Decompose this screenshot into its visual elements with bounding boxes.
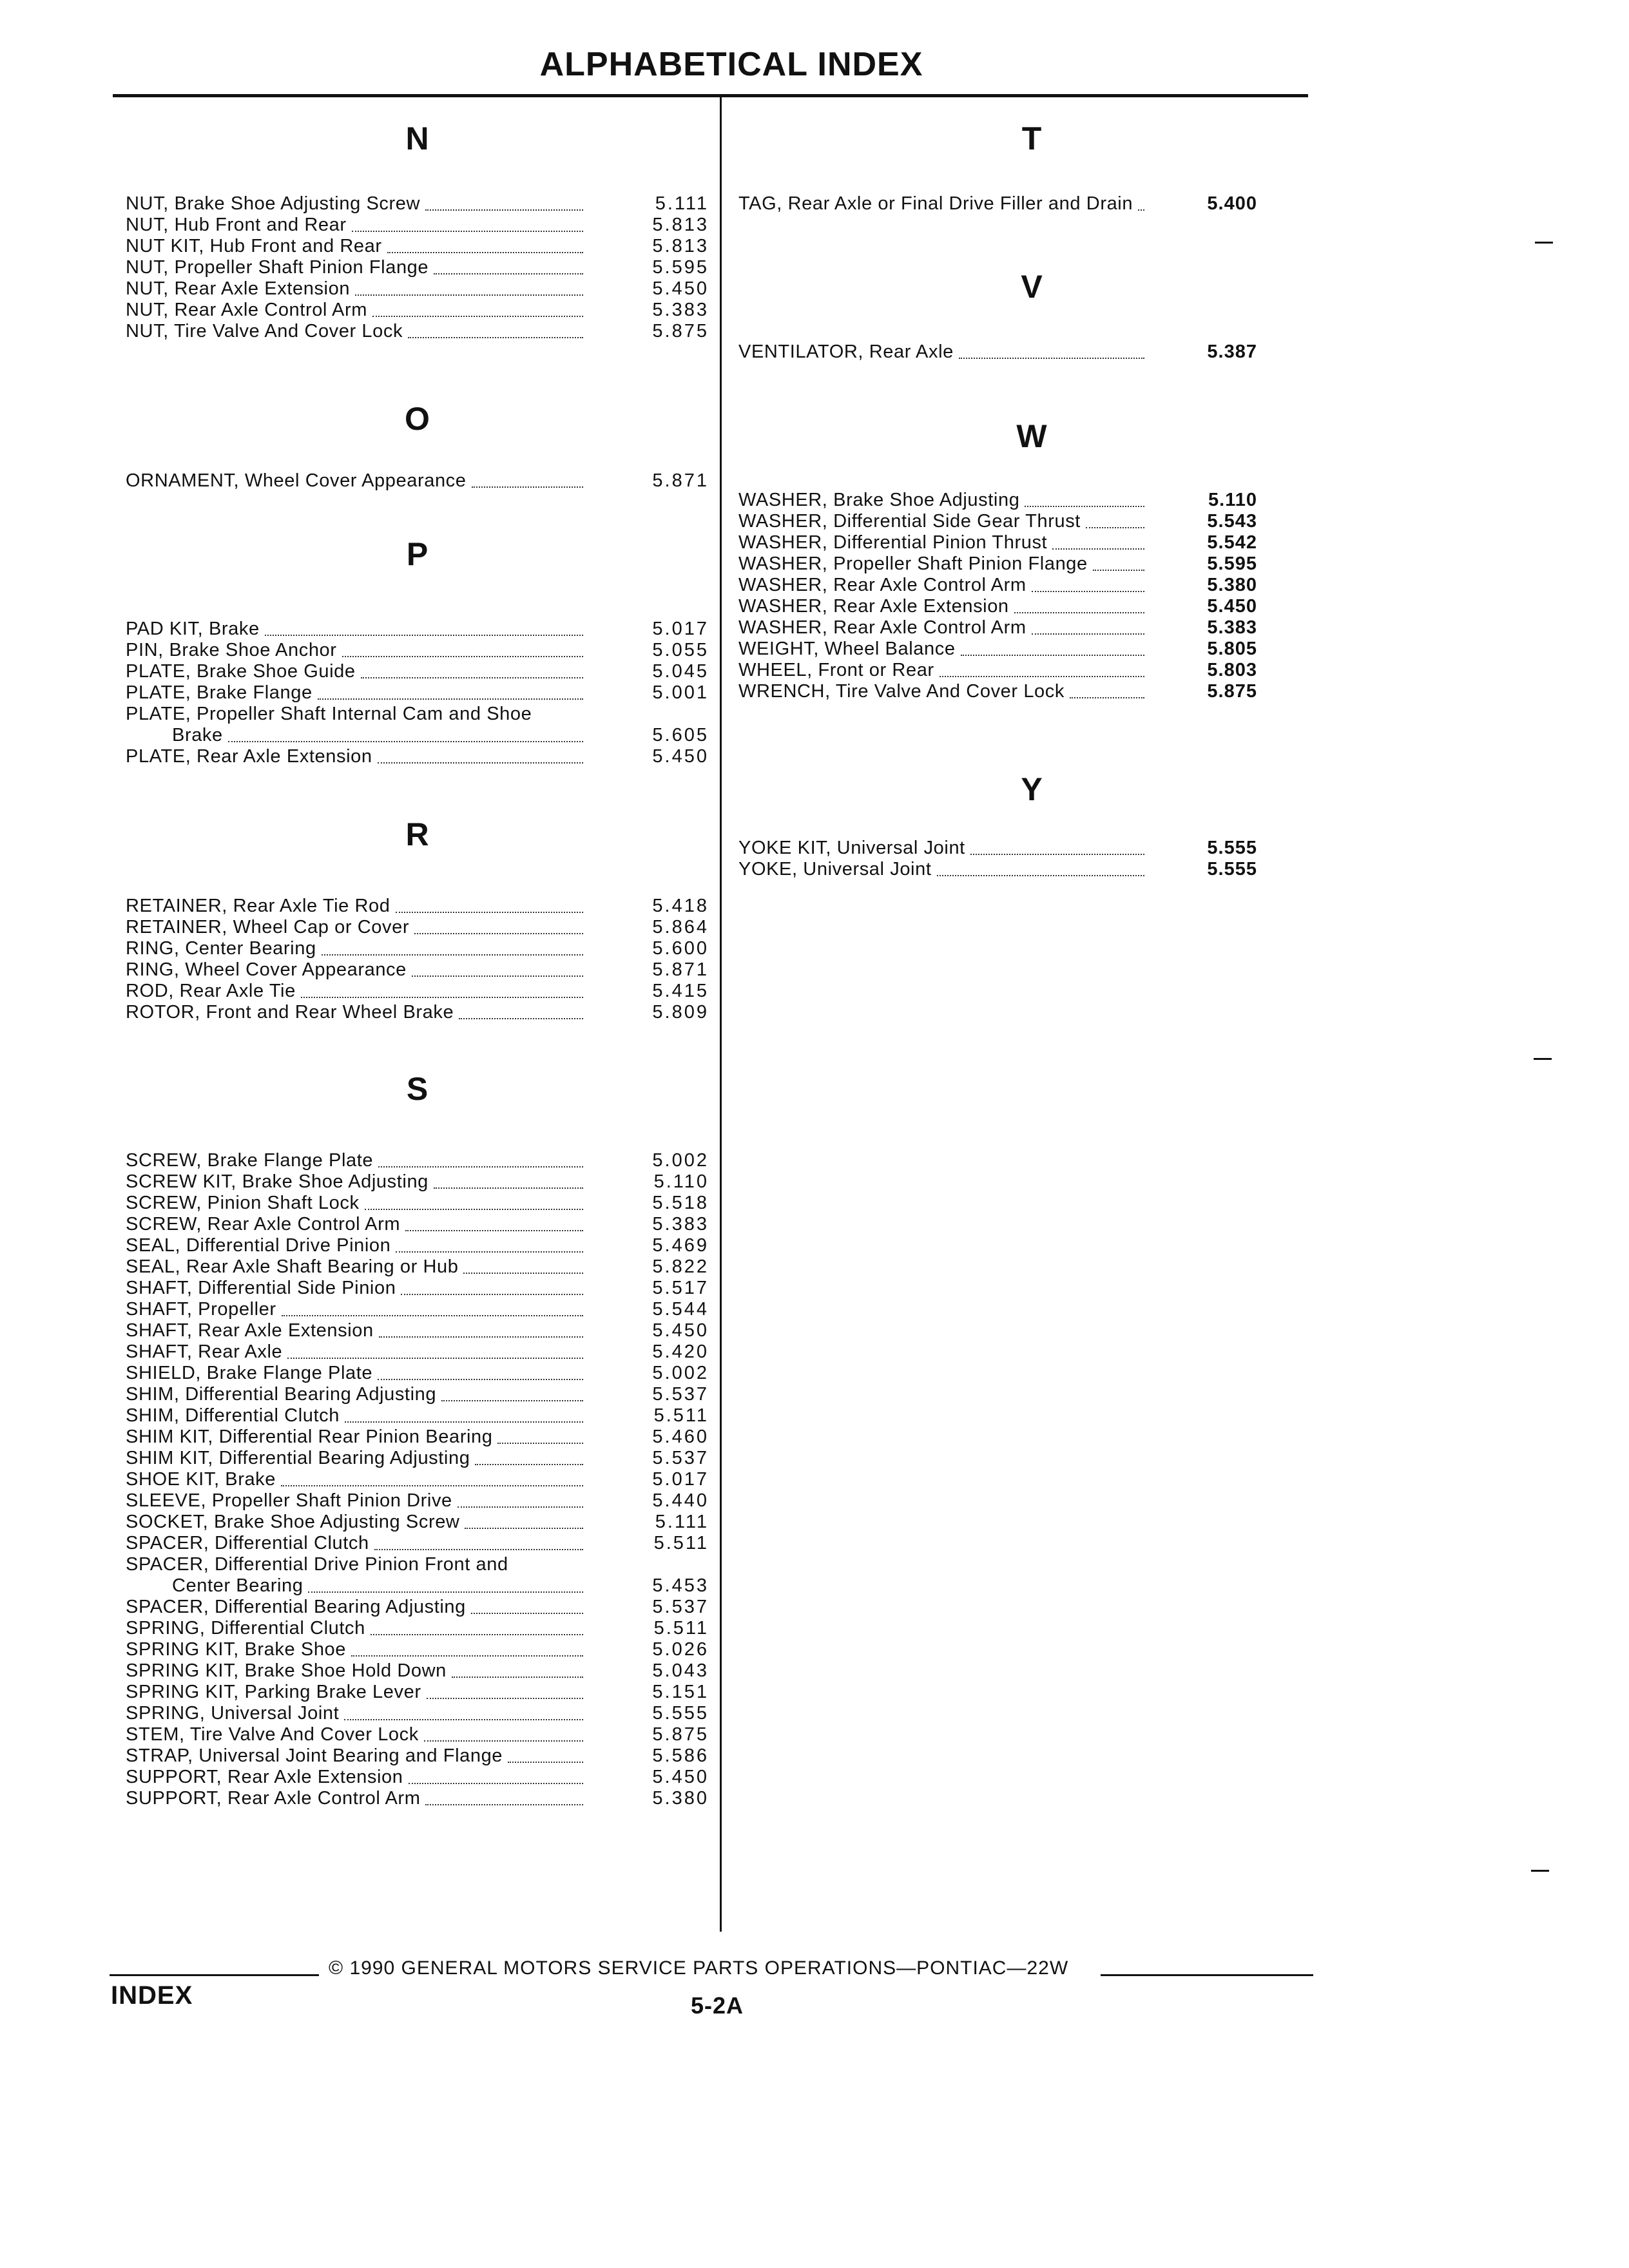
entry-page-number: 5.517: [652, 1278, 709, 1298]
index-entry: [126, 1597, 709, 1618]
entry-label: WASHER, Rear Axle Control Arm: [738, 617, 1027, 638]
entry-page-number: 5.383: [1207, 617, 1257, 638]
entry-label: SEAL, Rear Axle Shaft Bearing or Hub: [126, 1256, 459, 1277]
index-entry: [126, 470, 709, 492]
dot-leader: [1052, 548, 1144, 550]
entry-label: NUT, Tire Valve And Cover Lock: [126, 321, 403, 341]
entry-label: RETAINER, Rear Axle Tie Rod: [126, 896, 390, 916]
entry-label: RETAINER, Wheel Cap or Cover: [126, 917, 410, 937]
entry-page-number: 5.822: [652, 1256, 709, 1277]
dot-leader: [308, 1591, 583, 1593]
dot-leader: [345, 1421, 583, 1423]
footer-copyright: © 1990 GENERAL MOTORS SERVICE PARTS OPERATIONS—PONTIAC—22W: [329, 1957, 1069, 1979]
dot-leader: [374, 1549, 583, 1550]
index-entry: [126, 640, 709, 661]
entry-label-continued: Center Bearing: [172, 1575, 304, 1596]
entry-page-number: 5.875: [652, 321, 709, 341]
footer-page-number: 5-2A: [691, 1992, 744, 2019]
entry-page-number: 5.450: [652, 278, 709, 299]
entry-page-number: 5.542: [1207, 532, 1257, 553]
index-entry: [126, 193, 709, 215]
entry-label: WASHER, Brake Shoe Adjusting: [738, 490, 1020, 510]
entry-page-number: 5.586: [652, 1745, 709, 1766]
index-entry: [738, 617, 1325, 639]
index-list-w: [738, 490, 1325, 702]
dot-leader: [452, 1677, 583, 1678]
index-entry: [126, 1639, 709, 1660]
index-entry: [738, 341, 1325, 363]
index-entry: [738, 553, 1325, 575]
dot-leader: [434, 1187, 583, 1189]
dot-leader: [355, 294, 583, 296]
entry-label: YOKE KIT, Universal Joint: [738, 838, 965, 858]
dot-leader: [970, 854, 1144, 855]
dot-leader: [387, 252, 583, 253]
entry-label: WEIGHT, Wheel Balance: [738, 639, 956, 659]
entry-page-number: 5.043: [652, 1660, 709, 1681]
dot-leader: [940, 676, 1144, 677]
dot-leader: [371, 1634, 583, 1635]
index-list-n: [126, 193, 709, 342]
entry-label: SHIELD, Brake Flange Plate: [126, 1363, 373, 1383]
dot-leader: [408, 337, 583, 338]
entry-page-number: 5.875: [1207, 681, 1257, 702]
index-entry: [126, 1341, 709, 1363]
entry-label: SPRING, Differential Clutch: [126, 1618, 365, 1639]
entry-label: NUT, Brake Shoe Adjusting Screw: [126, 193, 421, 214]
entry-label: SPACER, Differential Clutch: [126, 1533, 369, 1553]
dot-leader: [425, 1804, 583, 1805]
index-entry: [126, 278, 709, 300]
dot-leader: [472, 486, 583, 488]
entry-label: SUPPORT, Rear Axle Extension: [126, 1767, 403, 1787]
entry-label: VENTILATOR, Rear Axle: [738, 341, 954, 362]
index-entry: [126, 1171, 709, 1193]
index-entry: [126, 1448, 709, 1469]
entry-page-number: 5.537: [652, 1384, 709, 1405]
dot-leader: [396, 1251, 583, 1253]
entry-page-number: 5.110: [653, 1171, 709, 1192]
entry-page-number: 5.387: [1207, 341, 1257, 362]
entry-page-number: 5.045: [652, 661, 709, 682]
index-entry: [126, 704, 709, 746]
index-entry: [126, 1767, 709, 1788]
entry-label: ROTOR, Front and Rear Wheel Brake: [126, 1002, 454, 1023]
index-entry: [126, 1320, 709, 1341]
entry-label: WASHER, Rear Axle Control Arm: [738, 575, 1027, 595]
index-entry: [126, 1002, 709, 1023]
entry-page-number: 5.418: [652, 896, 709, 916]
entry-page-number: 5.415: [652, 981, 709, 1001]
dot-leader: [441, 1400, 583, 1401]
entry-page-number: 5.002: [652, 1363, 709, 1383]
entry-label: NUT, Hub Front and Rear: [126, 215, 347, 235]
index-entry: [126, 1533, 709, 1554]
dot-leader: [1070, 697, 1144, 698]
index-entry: [126, 1235, 709, 1256]
entry-label: WASHER, Rear Axle Extension: [738, 596, 1009, 617]
index-entry: [738, 532, 1325, 553]
index-entry: [126, 746, 709, 767]
dot-leader: [318, 698, 583, 700]
entry-label: SHIM KIT, Differential Bearing Adjusting: [126, 1448, 470, 1468]
dot-leader: [427, 1698, 583, 1699]
section-letter-p: P: [406, 536, 429, 572]
entry-page-number: 5.002: [652, 1150, 709, 1171]
entry-page-number: 5.595: [652, 257, 709, 278]
entry-label: STRAP, Universal Joint Bearing and Flange: [126, 1745, 503, 1766]
index-entry: [126, 896, 709, 917]
index-entry: [126, 1299, 709, 1320]
index-list-o: [126, 470, 709, 492]
index-entry: [126, 1660, 709, 1682]
entry-label: ROD, Rear Axle Tie: [126, 981, 296, 1001]
dot-leader: [475, 1464, 583, 1465]
index-entry: [738, 490, 1325, 511]
entry-label: NUT, Rear Axle Extension: [126, 278, 351, 299]
dot-leader: [1014, 612, 1144, 613]
index-entry: [738, 838, 1325, 859]
entry-page-number: 5.450: [652, 1320, 709, 1341]
dot-leader: [351, 1655, 583, 1657]
dot-leader: [959, 358, 1144, 359]
entry-label: SHAFT, Rear Axle Extension: [126, 1320, 374, 1341]
index-entry: [738, 660, 1325, 681]
dot-leader: [287, 1358, 583, 1359]
entry-page-number: 5.813: [652, 236, 709, 256]
dot-leader: [228, 741, 583, 742]
entry-label: SCREW, Brake Flange Plate: [126, 1150, 374, 1171]
entry-label: PIN, Brake Shoe Anchor: [126, 640, 337, 660]
entry-label: SPRING, Universal Joint: [126, 1703, 340, 1724]
entry-page-number: 5.420: [652, 1341, 709, 1362]
entry-page-number: 5.605: [652, 725, 709, 745]
dot-leader: [412, 975, 583, 977]
entry-label: RING, Center Bearing: [126, 938, 316, 959]
index-entry: [126, 257, 709, 278]
dot-leader: [425, 209, 583, 211]
index-entry: [126, 619, 709, 640]
index-entry: [126, 236, 709, 257]
title-rule: [113, 94, 1308, 97]
entry-label: YOKE, Universal Joint: [738, 859, 932, 879]
index-entry: [126, 1512, 709, 1533]
index-entry: [126, 1618, 709, 1639]
section-letter-r: R: [405, 816, 429, 852]
dot-leader: [1025, 506, 1144, 507]
entry-label: SCREW KIT, Brake Shoe Adjusting: [126, 1171, 429, 1192]
entry-label: NUT, Rear Axle Control Arm: [126, 300, 367, 320]
index-entry: [738, 596, 1325, 617]
entry-label: SCREW, Pinion Shaft Lock: [126, 1193, 360, 1213]
index-entry: [126, 917, 709, 938]
entry-label: WASHER, Differential Side Gear Thrust: [738, 511, 1081, 532]
entry-label: SPRING KIT, Brake Shoe: [126, 1639, 346, 1660]
entry-page-number: 5.383: [652, 1214, 709, 1235]
entry-page-number: 5.555: [1207, 838, 1257, 858]
dot-leader: [396, 912, 583, 913]
section-letter-s: S: [406, 1071, 429, 1107]
entry-label: NUT KIT, Hub Front and Rear: [126, 236, 382, 256]
entry-label-continued: Brake: [172, 725, 223, 745]
entry-page-number: 5.544: [652, 1299, 709, 1320]
entry-label: STEM, Tire Valve And Cover Lock: [126, 1724, 419, 1745]
entry-page-number: 5.469: [652, 1235, 709, 1256]
entry-label: WASHER, Propeller Shaft Pinion Flange: [738, 553, 1088, 574]
margin-mark: [1534, 1058, 1552, 1060]
entry-label: SHIM, Differential Bearing Adjusting: [126, 1384, 437, 1405]
margin-mark: [1535, 242, 1553, 244]
entry-page-number: 5.803: [1207, 660, 1257, 680]
index-entry: [126, 1490, 709, 1512]
dot-leader: [361, 677, 583, 678]
index-entry: [126, 981, 709, 1002]
dot-leader: [424, 1740, 583, 1742]
dot-leader: [401, 1294, 583, 1295]
dot-leader: [379, 1336, 583, 1338]
entry-label: SPACER, Differential Bearing Adjusting: [126, 1597, 466, 1617]
entry-label: RING, Wheel Cover Appearance: [126, 959, 407, 980]
dot-leader: [1138, 209, 1144, 211]
index-list-t: [738, 193, 1325, 215]
dot-leader: [365, 1209, 583, 1210]
index-entry: [126, 1405, 709, 1427]
entry-label: NUT, Propeller Shaft Pinion Flange: [126, 257, 429, 278]
index-entry: [126, 321, 709, 342]
entry-page-number: 5.111: [655, 1512, 709, 1532]
entry-page-number: 5.383: [652, 300, 709, 320]
index-list-y: [738, 838, 1325, 880]
entry-label: SHAFT, Rear Axle: [126, 1341, 283, 1362]
entry-page-number: 5.813: [652, 215, 709, 235]
entry-page-number: 5.380: [1207, 575, 1257, 595]
index-entry: [126, 1278, 709, 1299]
index-entry: [738, 639, 1325, 660]
entry-label: SUPPORT, Rear Axle Control Arm: [126, 1788, 421, 1809]
index-entry: [126, 300, 709, 321]
index-entry: [126, 938, 709, 959]
dot-leader: [434, 273, 583, 274]
dot-leader: [378, 1166, 583, 1168]
entry-label: SPRING KIT, Parking Brake Lever: [126, 1682, 421, 1702]
entry-label: WRENCH, Tire Valve And Cover Lock: [738, 681, 1065, 702]
index-entry: [126, 1554, 709, 1597]
entry-label: SPRING KIT, Brake Shoe Hold Down: [126, 1660, 447, 1681]
entry-page-number: 5.600: [652, 938, 709, 959]
entry-page-number: 5.111: [655, 193, 709, 214]
dot-leader: [378, 762, 583, 764]
footer-rule-right: [1101, 1974, 1313, 1976]
index-entry: [738, 575, 1325, 596]
index-entry: [126, 1256, 709, 1278]
entry-page-number: 5.871: [652, 959, 709, 980]
index-entry: [126, 1745, 709, 1767]
section-letter-v: V: [1021, 269, 1043, 305]
entry-label: ORNAMENT, Wheel Cover Appearance: [126, 470, 467, 491]
index-entry: [738, 511, 1325, 532]
entry-page-number: 5.543: [1207, 511, 1257, 532]
index-list-r: [126, 896, 709, 1023]
dot-leader: [458, 1506, 583, 1508]
dot-leader: [405, 1230, 583, 1231]
entry-page-number: 5.450: [652, 1767, 709, 1787]
index-list-p: [126, 619, 709, 767]
entry-page-number: 5.595: [1207, 553, 1257, 574]
index-entry: [126, 1724, 709, 1745]
margin-mark: [1531, 1870, 1549, 1872]
entry-label: TAG, Rear Axle or Final Drive Filler and Drain: [738, 193, 1133, 214]
dot-leader: [265, 635, 583, 636]
footer-section-label: INDEX: [111, 1981, 193, 2010]
entry-label: SOCKET, Brake Shoe Adjusting Screw: [126, 1512, 460, 1532]
entry-page-number: 5.450: [652, 746, 709, 767]
entry-label: SCREW, Rear Axle Control Arm: [126, 1214, 401, 1235]
index-entry: [126, 1384, 709, 1405]
dot-leader: [937, 875, 1145, 876]
entry-page-number: 5.110: [1208, 490, 1257, 510]
dot-leader: [372, 316, 583, 317]
entry-label: SLEEVE, Propeller Shaft Pinion Drive: [126, 1490, 452, 1511]
entry-label: SHIM, Differential Clutch: [126, 1405, 340, 1426]
entry-page-number: 5.400: [1207, 193, 1257, 214]
entry-label: WASHER, Differential Pinion Thrust: [738, 532, 1048, 553]
index-entry: [126, 1214, 709, 1235]
entry-page-number: 5.555: [652, 1703, 709, 1724]
dot-leader: [409, 1783, 583, 1784]
entry-label: PLATE, Propeller Shaft Internal Cam and Shoe: [126, 704, 532, 724]
entry-page-number: 5.518: [652, 1193, 709, 1213]
entry-page-number: 5.017: [652, 619, 709, 639]
dot-leader: [301, 997, 583, 998]
index-entry: [126, 215, 709, 236]
dot-leader: [1086, 527, 1144, 528]
dot-leader: [459, 1018, 583, 1019]
dot-leader: [414, 933, 583, 934]
entry-page-number: 5.875: [652, 1724, 709, 1745]
index-entry: [126, 1469, 709, 1490]
index-entry: [126, 1193, 709, 1214]
dot-leader: [322, 954, 583, 956]
dot-leader: [1032, 591, 1144, 592]
dot-leader: [282, 1315, 583, 1316]
index-entry: [126, 661, 709, 682]
entry-page-number: 5.460: [652, 1427, 709, 1447]
entry-page-number: 5.001: [652, 682, 709, 703]
section-letter-o: O: [405, 401, 430, 437]
column-divider: [720, 97, 722, 1932]
index-entry: [126, 682, 709, 704]
index-entry: [126, 1788, 709, 1809]
entry-label: SEAL, Differential Drive Pinion: [126, 1235, 391, 1256]
section-letter-n: N: [405, 120, 429, 157]
entry-page-number: 5.864: [652, 917, 709, 937]
index-list-s: [126, 1150, 709, 1809]
entry-label: SHAFT, Differential Side Pinion: [126, 1278, 396, 1298]
entry-label: PAD KIT, Brake: [126, 619, 260, 639]
dot-leader: [465, 1528, 583, 1529]
entry-page-number: 5.871: [652, 470, 709, 491]
entry-label: SHIM KIT, Differential Rear Pinion Bearing: [126, 1427, 493, 1447]
index-entry: [126, 959, 709, 981]
entry-page-number: 5.453: [652, 1575, 709, 1596]
entry-page-number: 5.809: [652, 1002, 709, 1023]
entry-page-number: 5.440: [652, 1490, 709, 1511]
entry-page-number: 5.380: [652, 1788, 709, 1809]
dot-leader: [1032, 633, 1144, 635]
dot-leader: [497, 1443, 583, 1444]
section-letter-t: T: [1021, 120, 1042, 157]
index-entry: [126, 1427, 709, 1448]
section-letter-w: W: [1016, 418, 1047, 454]
entry-page-number: 5.537: [652, 1448, 709, 1468]
entry-page-number: 5.805: [1207, 639, 1257, 659]
dot-leader: [281, 1485, 583, 1486]
entry-page-number: 5.555: [1207, 859, 1257, 879]
dot-leader: [471, 1613, 583, 1614]
index-entry: [126, 1150, 709, 1171]
entry-page-number: 5.511: [653, 1533, 709, 1553]
entry-page-number: 5.055: [652, 640, 709, 660]
dot-leader: [344, 1719, 583, 1720]
index-entry: [738, 859, 1325, 880]
entry-page-number: 5.511: [653, 1405, 709, 1426]
entry-label: SHOE KIT, Brake: [126, 1469, 276, 1490]
entry-page-number: 5.026: [652, 1639, 709, 1660]
index-entry: [738, 193, 1325, 215]
entry-page-number: 5.017: [652, 1469, 709, 1490]
section-letter-y: Y: [1021, 771, 1043, 807]
index-list-v: [738, 341, 1325, 363]
entry-page-number: 5.151: [652, 1682, 709, 1702]
entry-page-number: 5.511: [653, 1618, 709, 1639]
index-entry: [126, 1703, 709, 1724]
entry-label: PLATE, Brake Flange: [126, 682, 313, 703]
index-entry: [126, 1682, 709, 1703]
index-entry: [126, 1363, 709, 1384]
dot-leader: [463, 1273, 583, 1274]
dot-leader: [342, 656, 583, 657]
index-entry: [738, 681, 1325, 702]
dot-leader: [352, 231, 583, 232]
dot-leader: [378, 1379, 583, 1380]
page-title: ALPHABETICAL INDEX: [539, 46, 923, 83]
dot-leader: [961, 655, 1144, 656]
entry-label: SPACER, Differential Drive Pinion Front and: [126, 1554, 508, 1575]
entry-page-number: 5.450: [1207, 596, 1257, 617]
entry-page-number: 5.537: [652, 1597, 709, 1617]
footer-rule-left: [110, 1974, 319, 1976]
dot-leader: [1093, 570, 1144, 571]
entry-label: WHEEL, Front or Rear: [738, 660, 934, 680]
dot-leader: [508, 1762, 583, 1763]
entry-label: SHAFT, Propeller: [126, 1299, 276, 1320]
entry-label: PLATE, Brake Shoe Guide: [126, 661, 356, 682]
entry-label: PLATE, Rear Axle Extension: [126, 746, 372, 767]
